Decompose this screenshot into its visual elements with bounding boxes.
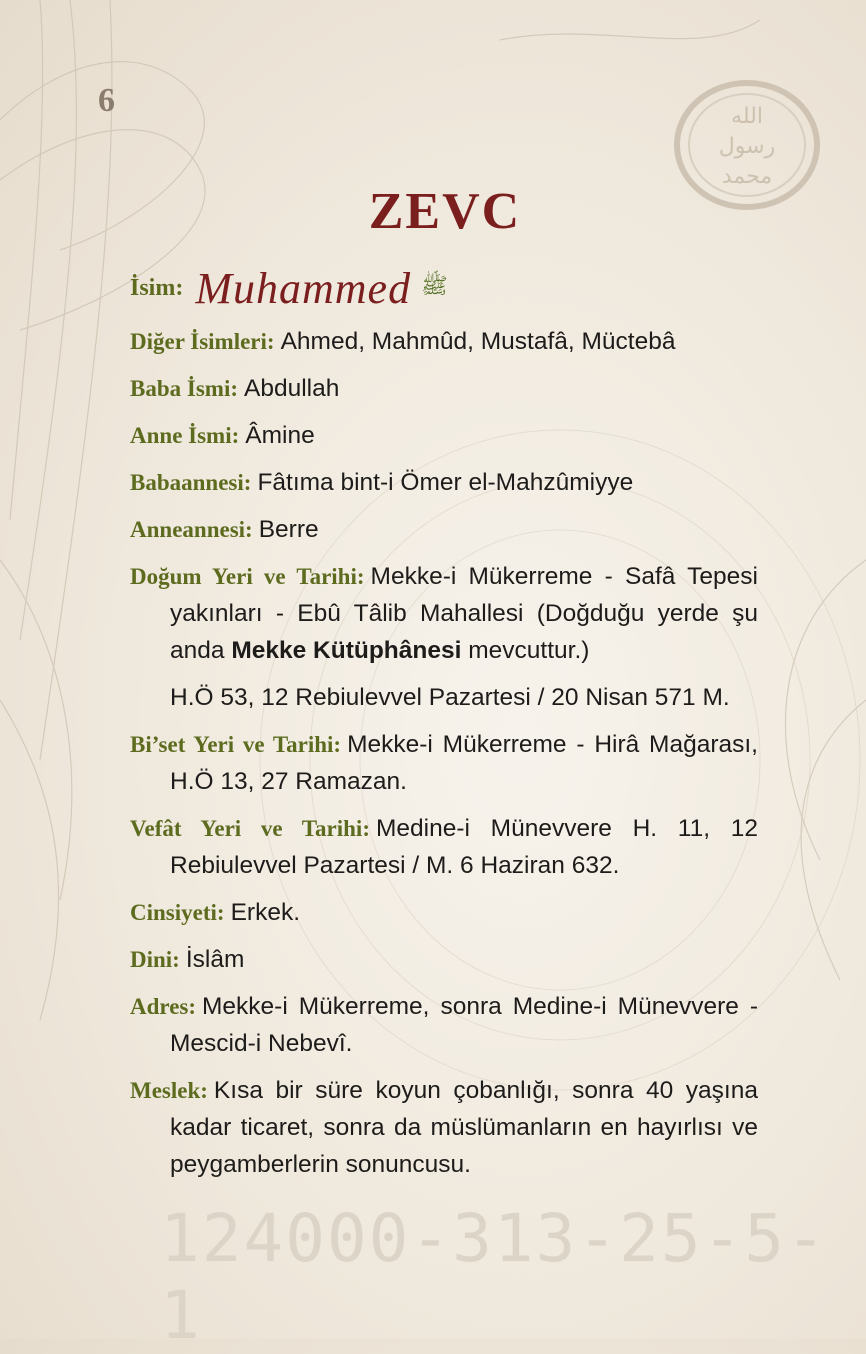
entry-value: Medine-i Münevvere H. 11, 12 Rebiulevvel Pazartesi / M. 6 Haziran 632. [170,815,758,879]
entry-value-end: mevcuttur.) [468,637,590,664]
entry-value: Ahmed, Mahmûd, Mustafâ, Müctebâ [280,328,676,355]
name-label: İsim: [130,274,184,301]
entry-birth-place-date [130,558,758,669]
entry-value: Mekke-i Mükerreme - Hirâ Mağarası, H.Ö 13, 27 Ramazan. [170,731,758,795]
entry-label: Meslek: [130,1078,208,1103]
entry-value: Fâtıma bint-i Ömer el-Mahzûmiyye [257,469,634,496]
entry-label: Babaannesi: [130,470,252,495]
entry-gender [130,894,758,931]
entry-label: Anneannesi: [130,517,253,542]
entry-value: Abdullah [244,375,340,402]
entry-label: Anne İsmi: [130,423,240,448]
entry-mother-name [130,417,758,454]
entry-paternal-grandmother [130,464,758,501]
entry-value: İslâm [185,946,245,973]
seal-line-2: رسول [718,134,776,159]
entry-label: Diğer İsimleri: [130,329,275,354]
entry-label: Doğum Yeri ve Tarihi: [130,564,365,589]
entry-label: Dini: [130,947,180,972]
entry-label: Cinsiyeti: [130,900,225,925]
info-list [130,323,758,1193]
entry-other-names [130,323,758,360]
birth-date-line: H.Ö 53, 12 Rebiulevvel Pazartesi / 20 Nisan 571 M. [170,684,730,711]
name-value: Muhammed [195,263,412,313]
entry-value: Mekke-i Mükerreme, sonra Medine-i Münevvere - Mescid-i Nebevî. [170,993,758,1057]
page-number: 6 [98,82,115,119]
honorific-calligraphy: ﷺ [421,274,448,299]
entry-address [130,988,758,1062]
entry-death-place-date [130,810,758,884]
entry-maternal-grandmother [130,511,758,548]
name-row [130,262,448,314]
entry-label: Baba İsmi: [130,376,238,401]
entry-occupation [130,1072,758,1183]
entry-value-bold: Mekke Kütüphânesi [231,637,462,664]
entry-value: Âmine [245,422,315,449]
code-number: 124000-313-25-5-1 [160,1200,828,1354]
entry-value: Kısa bir süre koyun çobanlığı, sonra 40 yaşına kadar ticaret, sonra da müslümanların en hayırlısı ve peygamberlerin sonuncusu. [170,1077,758,1178]
entry-label: Vefât Yeri ve Tarihi: [130,816,370,841]
entry-religion [130,941,758,978]
entry-label: Bi’set Yeri ve Tarihi: [130,732,342,757]
seal-line-3: محمد [721,164,773,189]
entry-value: Erkek. [230,899,300,926]
entry-value: Mekke-i Mükerreme - Safâ Tepesi yakınları - Ebû Tâlib Mahallesi (Doğduğu yerde şu anda [170,563,758,664]
entry-value: Berre [258,516,319,543]
seal-line-1: الله [731,104,763,129]
entry-bisat-place-date [130,726,758,800]
entry-father-name [130,370,758,407]
page-title: ZEVC [368,183,522,240]
entry-label: Adres: [130,994,197,1019]
